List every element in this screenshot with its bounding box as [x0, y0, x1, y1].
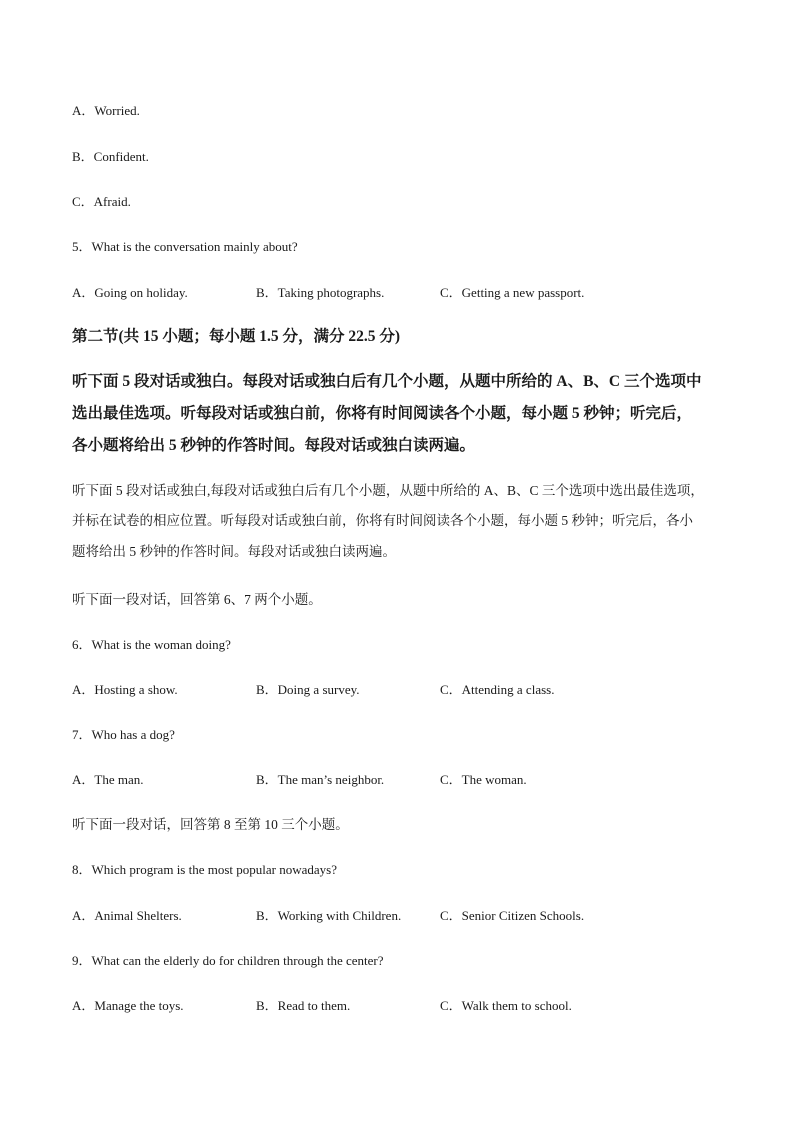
q8-option-a: A．Animal Shelters.	[72, 908, 182, 923]
section2-bold-instruction-2: 选出最佳选项。听每段对话或独白前，你将有时间阅读各个小题，每小题 5 秒钟；听完后，	[72, 405, 693, 422]
q7-option-b: B．The man’s neighbor.	[256, 772, 385, 787]
section2-instruction-1: 听下面 5 段对话或独白,每段对话或独白后有几个小题，从题中所给的 A、B、C 三个选项中选出最佳选项，	[72, 483, 704, 498]
q4-option-c: C．Afraid.	[72, 194, 131, 209]
q9-option-c: C．Walk them to school.	[440, 998, 572, 1013]
q5-option-b: B．Taking photographs.	[256, 285, 385, 300]
dialog1-intro: 听下面一段对话，回答第 6、7 两个小题。	[72, 592, 322, 607]
q4-option-b: B．Confident.	[72, 149, 149, 164]
section2-bold-instruction-3: 各小题将给出 5 秒钟的作答时间。每段对话或独白读两遍。	[72, 437, 476, 454]
q7-question: 7．Who has a dog?	[72, 727, 175, 742]
q5-question: 5．What is the conversation mainly about?	[72, 239, 298, 254]
q6-question: 6．What is the woman doing?	[72, 637, 231, 652]
q6-option-c: C．Attending a class.	[440, 682, 555, 697]
q6-option-b: B．Doing a survey.	[256, 682, 360, 697]
section2-bold-instruction-1: 听下面 5 段对话或独白。每段对话或独白后有几个小题，从题中所给的 A、B、C 三个选项中	[72, 373, 702, 390]
q9-option-b: B．Read to them.	[256, 998, 351, 1013]
q5-option-c: C．Getting a new passport.	[440, 285, 585, 300]
section2-instruction-3: 题将给出 5 秒钟的作答时间。每段对话或独白读两遍。	[72, 544, 396, 559]
section2-instruction-2: 并标在试卷的相应位置。听每段对话或独白前，你将有时间阅读各个小题，每小题 5 秒钟；听完后，各小	[72, 513, 693, 528]
dialog2-intro: 听下面一段对话，回答第 8 至第 10 三个小题。	[72, 817, 349, 832]
q5-option-a: A．Going on holiday.	[72, 285, 188, 300]
q9-question: 9．What can the elderly do for children through the center?	[72, 953, 384, 968]
q6-option-a: A．Hosting a show.	[72, 682, 178, 697]
q9-option-a: A．Manage the toys.	[72, 998, 184, 1013]
q7-option-a: A．The man.	[72, 772, 144, 787]
q4-option-a: A．Worried.	[72, 103, 140, 118]
q8-option-c: C．Senior Citizen Schools.	[440, 908, 585, 923]
q7-option-c: C．The woman.	[440, 772, 527, 787]
section2-title: 第二节(共 15 小题；每小题 1.5 分，满分 22.5 分)	[72, 328, 401, 345]
q8-option-b: B．Working with Children.	[256, 908, 402, 923]
q8-question: 8．Which program is the most popular nowadays?	[72, 862, 337, 877]
